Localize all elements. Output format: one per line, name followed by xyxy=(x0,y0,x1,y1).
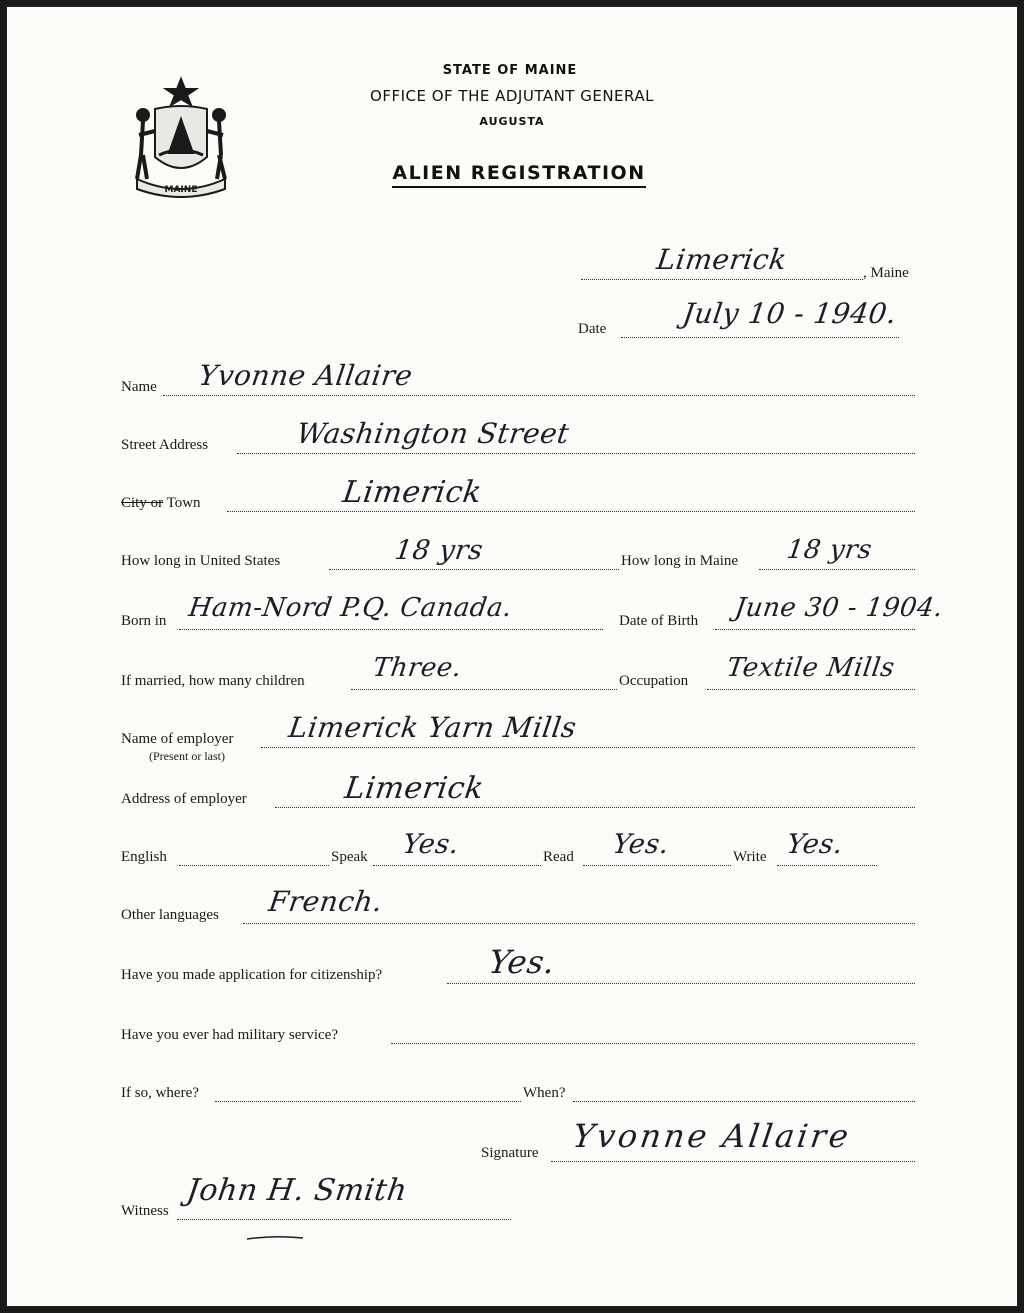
street-line xyxy=(237,453,915,454)
header-office: OFFICE OF THE ADJUTANT GENERAL xyxy=(370,87,654,105)
write-value: Yes. xyxy=(784,829,846,860)
city-struck-text: City or xyxy=(121,495,164,511)
witness-line xyxy=(177,1219,511,1220)
when-label: When? xyxy=(523,1085,566,1101)
city-line xyxy=(227,511,915,512)
occupation-line xyxy=(707,689,915,690)
form-title: ALIEN REGISTRATION xyxy=(13,162,1024,184)
date-line xyxy=(621,337,899,338)
military-line xyxy=(391,1043,915,1044)
header-state: STATE OF MAINE xyxy=(442,63,578,78)
employer-address-line xyxy=(275,807,915,808)
children-line xyxy=(351,689,617,690)
how-long-us-label: How long in United States xyxy=(121,553,281,569)
born-line xyxy=(179,629,603,630)
name-label: Name xyxy=(121,379,157,395)
born-value: Ham-Nord P.Q. Canada. xyxy=(186,593,515,623)
speak-label: Speak xyxy=(331,849,368,865)
read-value: Yes. xyxy=(610,829,672,860)
other-languages-label: Other languages xyxy=(121,907,219,923)
dob-label: Date of Birth xyxy=(619,613,699,629)
town-line xyxy=(581,279,863,280)
signature-line xyxy=(551,1161,915,1162)
maine-label: , Maine xyxy=(863,265,909,281)
english-label: English xyxy=(121,849,167,865)
dob-line xyxy=(715,629,915,630)
born-label: Born in xyxy=(121,613,167,629)
witness-value: John H. Smith xyxy=(184,1173,410,1208)
witness-underline-stroke xyxy=(245,1229,305,1245)
date-value: July 10 - 1940. xyxy=(680,297,899,330)
children-value: Three. xyxy=(370,653,464,683)
where-label: If so, where? xyxy=(121,1085,199,1101)
street-label: Street Address xyxy=(121,437,209,453)
how-long-us-line xyxy=(329,569,619,570)
citizenship-label: Have you made application for citizenship? xyxy=(121,967,383,983)
other-languages-value: French. xyxy=(266,885,385,918)
children-label: If married, how many children xyxy=(121,673,305,689)
how-long-maine-line xyxy=(759,569,915,570)
date-label: Date xyxy=(578,321,607,337)
dob-value: June 30 - 1904. xyxy=(732,593,946,623)
occupation-label: Occupation xyxy=(619,673,689,689)
how-long-maine-value: 18 yrs xyxy=(784,535,874,565)
citizenship-line xyxy=(447,983,915,984)
name-value: Yvonne Allaire xyxy=(196,359,415,392)
signature-value: Yvonne Allaire xyxy=(570,1117,854,1155)
speak-line xyxy=(373,865,541,866)
where-line xyxy=(215,1101,521,1102)
read-line xyxy=(583,865,731,866)
speak-value: Yes. xyxy=(400,829,462,860)
town-value: Limerick xyxy=(654,243,789,276)
employer-address-label: Address of employer xyxy=(121,791,247,807)
english-line xyxy=(179,865,329,866)
name-line xyxy=(163,395,915,396)
military-label: Have you ever had military service? xyxy=(121,1027,338,1043)
employer-label: Name of employer xyxy=(121,731,234,747)
employer-line xyxy=(261,747,915,748)
write-line xyxy=(777,865,877,866)
signature-label: Signature xyxy=(481,1145,539,1161)
how-long-maine-label: How long in Maine xyxy=(621,553,739,569)
employer-sub-label: (Present or last) xyxy=(149,749,225,763)
occupation-value: Textile Mills xyxy=(724,653,897,683)
employer-address-value: Limerick xyxy=(342,771,487,806)
write-label: Write xyxy=(733,849,767,865)
city-label: City or Town xyxy=(121,495,201,511)
seal-motto: MAINE xyxy=(164,185,198,195)
how-long-us-value: 18 yrs xyxy=(392,535,486,566)
registration-form xyxy=(6,6,1018,1307)
employer-value: Limerick Yarn Mills xyxy=(286,711,579,744)
witness-label: Witness xyxy=(121,1203,169,1219)
other-languages-line xyxy=(243,923,915,924)
street-value: Washington Street xyxy=(294,417,572,450)
read-label: Read xyxy=(543,849,574,865)
city-value: Limerick xyxy=(340,475,485,510)
header-city: AUGUSTA xyxy=(479,115,545,128)
citizenship-value: Yes. xyxy=(486,943,558,981)
when-line xyxy=(573,1101,915,1102)
